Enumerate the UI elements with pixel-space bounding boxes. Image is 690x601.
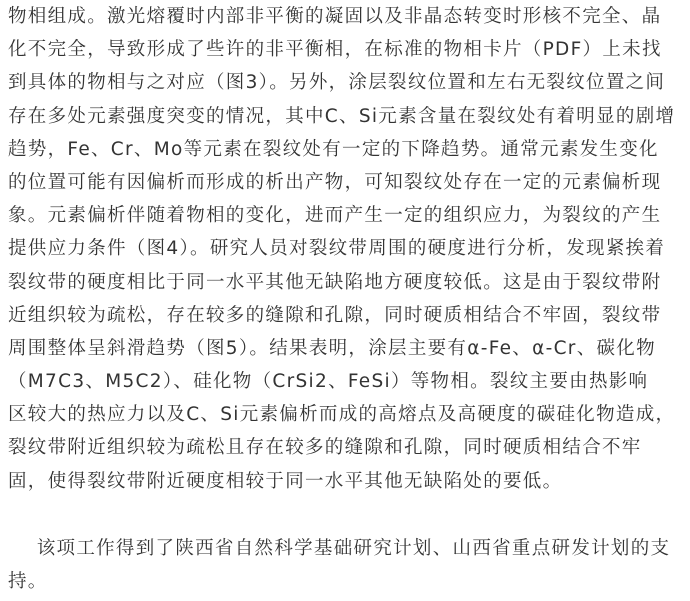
text-line: 到具体的物相与之对应（图3）。另外，涂层裂纹位置和左右无裂纹位置之间	[8, 72, 666, 94]
text-line: 近组织较为疏松，存在较多的缝隙和孔隙，同时硬质相结合不牢固，裂纹带	[8, 304, 662, 326]
funding-paragraph	[8, 532, 690, 598]
text-line: 持。	[8, 571, 48, 592]
text-line: 存在多处元素强度突变的情况，其中C、Si元素含量在裂纹处有着明显的剧增	[8, 105, 676, 127]
text-line: 的位置可能有因偏析而形成的析出产物，可知裂纹处存在一定的元素偏析现	[8, 171, 662, 193]
text-line: 物相组成。激光熔覆时内部非平衡的凝固以及非晶态转变时形核不完全、晶	[8, 6, 662, 27]
text-line: （M7C3、M5C2）、硅化物（CrSi2、FeSi）等物相。裂纹主要由热影响	[8, 371, 649, 393]
text-line: 象。元素偏析伴随着物相的变化，进而产生一定的组织应力，为裂纹的产生	[8, 205, 662, 227]
text-line: 化不完全，导致形成了些许的非平衡相，在标准的物相卡片（PDF）上未找	[8, 39, 662, 61]
article-body	[8, 0, 690, 598]
text-line: 裂纹带的硬度相比于同一水平其他无缺陷地方硬度较低。这是由于裂纹带附	[8, 271, 662, 293]
text-line: 提供应力条件（图4）。研究人员对裂纹带周围的硬度进行分析，发现紧挨着	[8, 238, 666, 260]
text-line: 该项工作得到了陕西省自然科学基础研究计划、山西省重点研发计划的支	[8, 537, 671, 559]
results-paragraph	[8, 0, 690, 498]
text-line: 裂纹带附近组织较为疏松且存在较多的缝隙和孔隙，同时硬质相结合不牢	[8, 437, 642, 459]
text-line: 周围整体呈斜滑趋势（图5）。结果表明，涂层主要有α-Fe、α-Cr、碳化物	[8, 337, 656, 359]
paragraph-spacer	[8, 498, 690, 532]
text-line: 区较大的热应力以及C、Si元素偏析而成的高熔点及高硬度的碳硅化物造成，	[8, 404, 676, 426]
text-line: 趋势，Fe、Cr、Mo等元素在裂纹处有一定的下降趋势。通常元素发生变化	[8, 138, 659, 160]
text-line: 固，使得裂纹带附近硬度相较于同一水平其他无缺陷处的要低。	[8, 470, 563, 492]
